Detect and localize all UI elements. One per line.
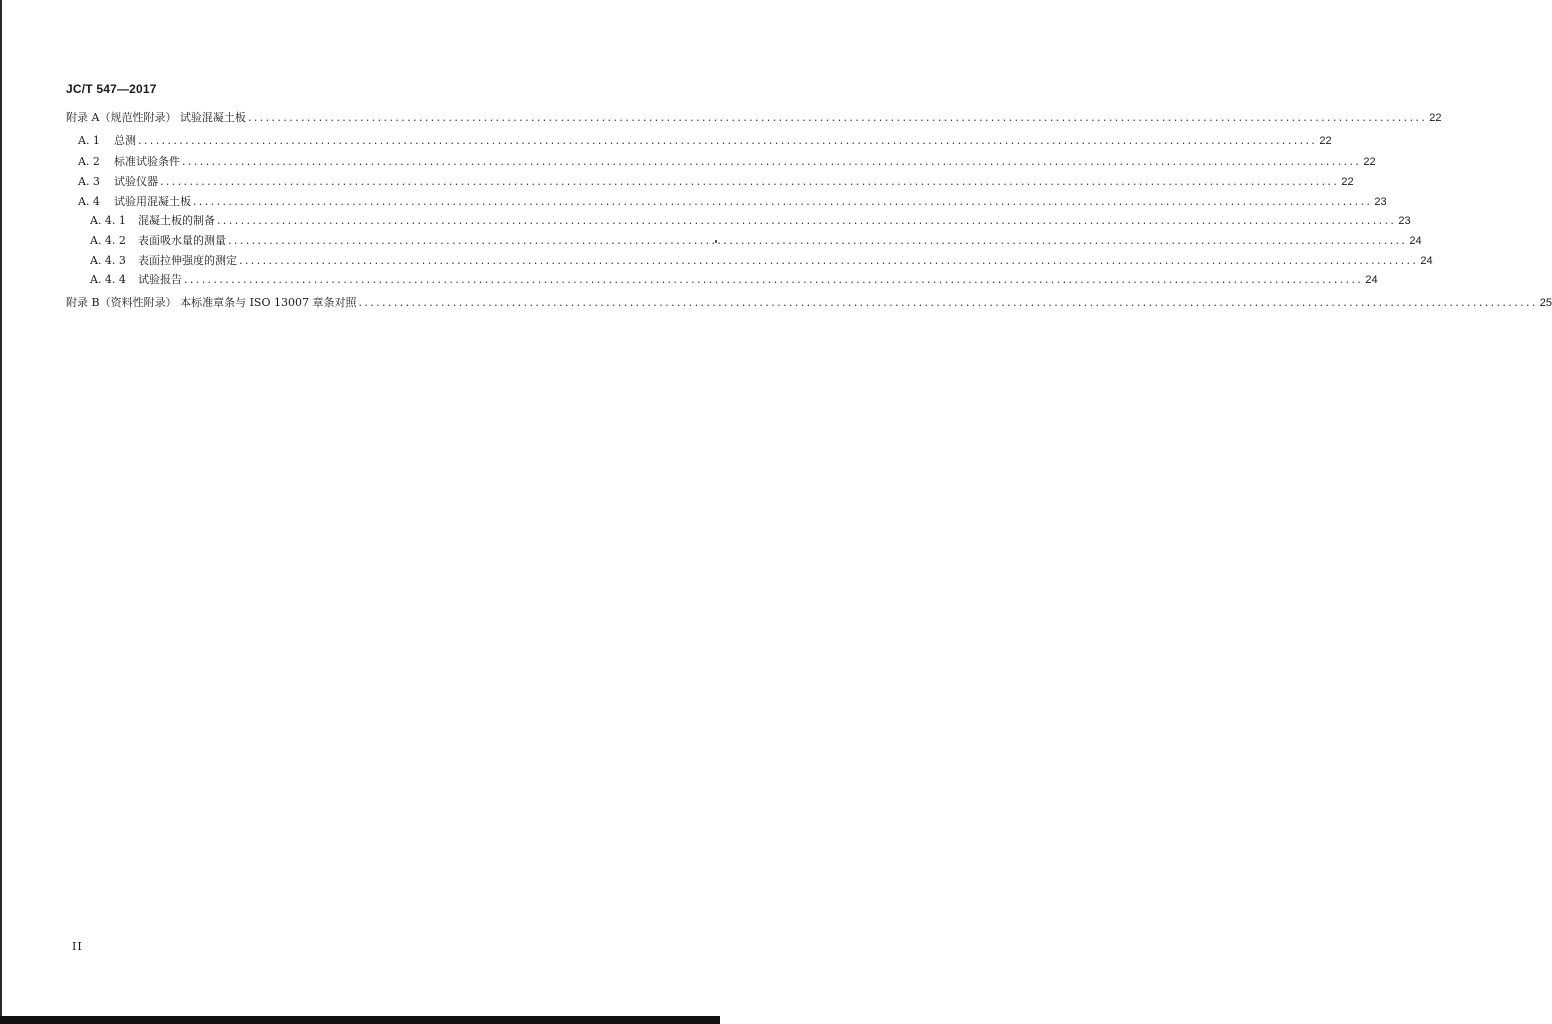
toc-entry-number: A. 4 [78, 195, 100, 208]
toc-entry-title: 试验仪器 [114, 175, 158, 188]
standard-code-header: JC/T 547—2017 [66, 82, 157, 96]
toc-entry-a2[interactable] [78, 153, 1376, 171]
toc-entry-page: 22 [1341, 176, 1354, 188]
toc-entry-a3[interactable] [78, 173, 1354, 191]
toc-entry-number: A. 1 [78, 134, 100, 147]
toc-entry-a4[interactable] [78, 193, 1387, 211]
toc-entry-page: 24 [1420, 255, 1433, 267]
toc-entry-a4-3[interactable] [90, 252, 1433, 270]
toc-entry-page: 22 [1319, 135, 1332, 147]
toc-leader-dots: ........................................................................................................................................................................................................ [358, 296, 1538, 309]
toc-entry-title: 试验用混凝土板 [114, 195, 191, 208]
toc-entry-a4-4[interactable] [90, 271, 1378, 289]
toc-entry-number: A. 4. 4 [90, 273, 126, 286]
toc-entry-number: A. 3 [78, 175, 100, 188]
toc-entry-page: 24 [1409, 235, 1422, 247]
toc-leader-dots: ........................................................................................................................................................................................................ [182, 155, 1362, 168]
toc-entry-number: A. 4. 1 [90, 214, 126, 227]
toc-entry-page: 25 [1539, 297, 1552, 309]
toc-leader-dots: ........................................................................................................................................................................................................ [193, 195, 1373, 208]
scan-bottom-edge [0, 1016, 720, 1024]
toc-entry-a1[interactable] [78, 132, 1332, 150]
toc-leader-dots: ........................................................................................................................................................................................................ [184, 273, 1364, 286]
toc-entry-title: 表面拉伸强度的测定 [138, 254, 237, 267]
toc-entry-title: 混凝土板的制备 [138, 214, 215, 227]
toc-entry-title: 附录 A（规范性附录） 试验混凝土板 [66, 111, 246, 124]
toc-entry-title: 附录 B（资料性附录） 本标准章条与 ISO 13007 章条对照 [66, 296, 357, 309]
toc-entry-a4-1[interactable] [90, 212, 1411, 230]
toc-entry-title: 标准试验条件 [114, 155, 180, 168]
toc-entry-number: A. 2 [78, 155, 100, 168]
toc-leader-dots: ........................................................................................................................................................................................................ [138, 134, 1318, 147]
toc-entry-number: A. 4. 3 [90, 254, 126, 267]
toc-entry-page: 24 [1365, 274, 1378, 286]
toc-leader-dots: ........................................................................................................................................................................................................ [239, 254, 1419, 267]
toc-leader-dots: ........................................................................................................................................................................................................ [160, 175, 1340, 188]
toc-entry-page: 23 [1374, 196, 1387, 208]
toc-entry-page: 22 [1429, 112, 1442, 124]
page-number-footer: II [72, 940, 83, 953]
toc-entry-page: 23 [1398, 215, 1411, 227]
toc-entry-number: A. 4. 2 [90, 234, 126, 247]
page-left-edge [0, 0, 2, 1024]
toc-entry-appendix-b[interactable] [66, 294, 1552, 312]
toc-entry-a4-2[interactable] [90, 232, 1422, 250]
toc-entry-appendix-a[interactable] [66, 109, 1442, 127]
toc-entry-page: 22 [1363, 156, 1376, 168]
toc-entry-title: 试验报告 [138, 273, 182, 286]
toc-leader-dots: ........................................................................................................................................................................................................ [228, 234, 1408, 247]
toc-leader-dots: ........................................................................................................................................................................................................ [247, 111, 1428, 124]
toc-entry-title: 表面吸水量的测量 [138, 234, 226, 247]
toc-entry-title: 总测 [114, 134, 136, 147]
toc-leader-dots: ........................................................................................................................................................................................................ [217, 214, 1397, 227]
